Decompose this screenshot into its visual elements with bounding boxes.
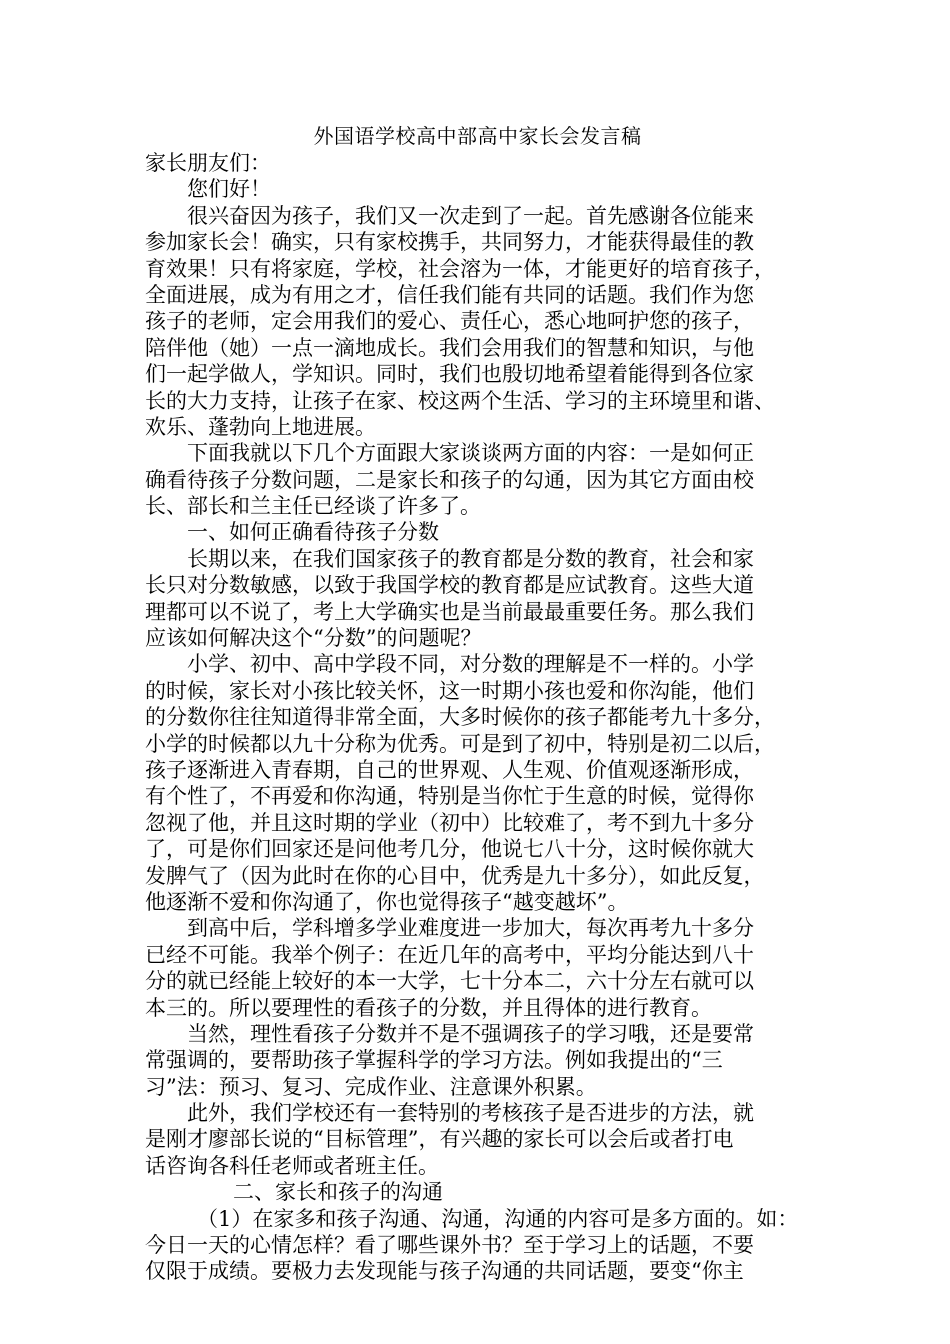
paragraph-line: 全面进展，成为有用之才，信任我们能有共同的话题。我们作为您 — [145, 282, 754, 307]
paragraph-line: 话咨询各科任老师或者班主任。 — [145, 1153, 439, 1178]
paragraph-line: 们一起学做人，学知识。同时，我们也殷切地希望着能得到各位家 — [145, 362, 754, 387]
paragraph-line: 是刚才廖部长说的“目标管理”，有兴趣的家长可以会后或者打电 — [145, 1127, 734, 1152]
paragraph-line: 的时候，家长对小孩比较关怀，这一时期小孩也爱和你沟能，他们 — [145, 678, 754, 703]
document-title: 外国语学校高中部高中家长会发言稿 — [313, 124, 642, 148]
paragraph-line: 小学的时候都以九十分称为优秀。可是到了初中，特别是初二以后， — [145, 731, 775, 756]
section-heading: 一、如何正确看待孩子分数 — [187, 520, 439, 545]
paragraph-line: 确看待孩子分数问题，二是家长和孩子的勾通，因为其它方面由校 — [145, 467, 754, 492]
paragraph-line: 仅限于成绩。要极力去发现能与孩子沟通的共同话题，要变“你主 — [145, 1259, 744, 1284]
paragraph-line: 陪伴他（她）一点一滴地成长。我们会用我们的智慧和知识，与他 — [145, 335, 754, 360]
paragraph-line: 长的大力支持，让孩子在家、校这两个生活、学习的主环境里和谐、 — [145, 388, 775, 413]
salutation: 家长朋友们： — [145, 151, 271, 175]
paragraph-line: 到高中后，学科增多学业难度进一步加大，每次再考九十多分 — [187, 916, 754, 941]
paragraph-line: 小学、初中、高中学段不同，对分数的理解是不一样的。小学 — [187, 652, 754, 677]
paragraph-line: 本三的。所以要理性的看孩子的分数，并且得体的进行教育。 — [145, 995, 712, 1020]
paragraph-line: 理都可以不说了，考上大学确实也是当前最最重要任务。那么我们 — [145, 599, 754, 624]
paragraph-line: 有个性了，不再爱和你沟通，特别是当你忙于生意的时候，觉得你 — [145, 784, 754, 809]
paragraph-line: 分的就已经能上较好的本一大学，七十分本二，六十分左右就可以 — [145, 969, 754, 994]
greeting: 您们好！ — [187, 177, 271, 202]
paragraph-line: 应该如何解决这个“分数”的问题呢？ — [145, 626, 482, 651]
section-heading: 二、家长和孩子的沟通 — [233, 1180, 443, 1205]
paragraph-line: 长只对分数敏感，以致于我国学校的教育都是应试教育。这些大道 — [145, 573, 754, 598]
paragraph-line: 孩子的老师，定会用我们的爱心、责任心，悉心地呵护您的孩子， — [145, 309, 754, 334]
paragraph-line: 发脾气了（因为此时在你的心目中，优秀是九十多分），如此反复， — [145, 863, 765, 888]
paragraph-line: 习”法：预习、复习、完成作业、注意课外积累。 — [145, 1074, 597, 1099]
paragraph-line: 孩子逐渐进入青春期，自己的世界观、人生观、价值观逐渐形成， — [145, 757, 754, 782]
paragraph-line: 已经不可能。我举个例子：在近几年的高考中，平均分能达到八十 — [145, 942, 754, 967]
paragraph-line: 了，可是你们回家还是问他考几分，他说七八十分，这时候你就大 — [145, 837, 754, 862]
document-body — [145, 122, 810, 1285]
paragraph-line: 忽视了他，并且这时期的学业（初中）比较难了，考不到九十多分 — [145, 810, 754, 835]
paragraph-line: 长期以来，在我们国家孩子的教育都是分数的教育，社会和家 — [187, 546, 754, 571]
paragraph-line: 他逐渐不爱和你沟通了，你也觉得孩子“越变越坏”。 — [145, 889, 629, 914]
paragraph-line: 长、部长和兰主任已经谈了许多了。 — [145, 494, 481, 519]
paragraph-line: 常强调的，要帮助孩子掌握科学的学习方法。例如我提出的“三 — [145, 1048, 723, 1073]
paragraph-line: 育效果！只有将家庭，学校，社会溶为一体，才能更好的培育孩子， — [145, 256, 775, 281]
paragraph-line: 当然，理性看孩子分数并不是不强调孩子的学习哦，还是要常 — [187, 1021, 754, 1046]
paragraph-line: （1）在家多和孩子沟通、沟通，沟通的内容可是多方面的。如： — [197, 1206, 799, 1231]
paragraph-line: 此外，我们学校还有一套特别的考核孩子是否进步的方法，就 — [187, 1101, 754, 1126]
paragraph-line: 的分数你往往知道得非常全面，大多时候你的孩子都能考九十多分， — [145, 705, 775, 730]
paragraph-line: 今日一天的心情怎样？看了哪些课外书？至于学习上的话题，不要 — [145, 1233, 754, 1258]
paragraph-line: 下面我就以下几个方面跟大家谈谈两方面的内容：一是如何正 — [187, 441, 754, 466]
paragraph-line: 参加家长会！确实，只有家校携手，共同努力，才能获得最佳的教 — [145, 230, 754, 255]
paragraph-line: 欢乐、蓬勃向上地进展。 — [145, 414, 376, 439]
paragraph-line: 很兴奋因为孩子，我们又一次走到了一起。首先感谢各位能来 — [187, 203, 754, 228]
